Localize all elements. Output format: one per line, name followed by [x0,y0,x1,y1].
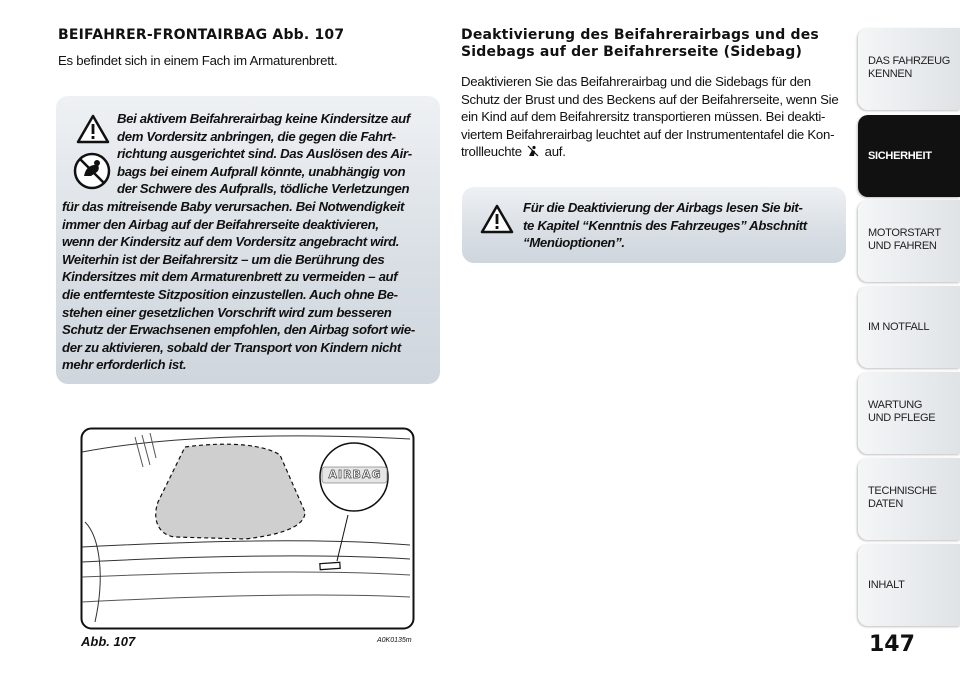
tab-sicherheit[interactable] [858,115,960,197]
figure-code: A0K0135m [377,637,412,644]
warning-left-line: wenn der Kindersitz auf dem Vordersitz angebracht wird. [62,234,400,250]
warning-text-right [523,199,843,252]
tab-motorstart-und-fahren[interactable] [858,200,960,282]
tab-label: INHALT [868,579,905,591]
warning-left-line: dem Vordersitz anbringen, die gegen die Fahrt- [117,128,396,144]
warning-right-line-1: Für die Deaktivierung der Airbags lesen Sie bit- [523,200,803,215]
warning-left-line: Weiterhin ist der Beifahrersitz – um die Berührung des [62,251,385,267]
warning-left-line: Kindersitzes mit dem Armaturenbrett zu vermeiden – auf [62,269,398,285]
right-heading [461,27,819,61]
tab-das-fahrzeug-kennen[interactable] [858,28,960,110]
figure-107 [80,427,415,630]
warning-left-line: für das mitreisende Baby verursachen. Bei Notwendigkeit [62,199,405,214]
right-heading-line-1: Deaktivierung des Beifahrerairbags und des [461,27,819,43]
body-line-2: Schutz der Brust und des Beckens auf der Beifahrerseite, wenn Sie [461,91,839,107]
intro-text: Es befindet sich in einem Fach im Armaturenbrett. [58,53,338,68]
tab-label: MOTORSTART UND FAHREN [868,227,941,252]
warning-left-line: bags bei einem Aufprall könnte, unabhängig von [117,163,406,179]
warning-left-line: Bei aktivem Beifahrerairbag keine Kindersitze auf [117,111,410,126]
tab-inhalt[interactable] [858,544,960,626]
warning-left-line: der zu aktivieren, sobald der Transport von Kindern nicht [62,339,401,355]
airbag-cover-illustration [80,427,415,630]
body-line-1: Deaktivieren Sie das Beifahrerairbag und die Sidebags für den [461,74,811,89]
warning-box-left [56,96,440,384]
airbag-off-icon [527,145,539,157]
body-line-4: viertem Beifahrerairbag leuchtet auf der Instrumententafel die Kon- [461,126,835,142]
body-line-3: ein Kind auf dem Beifahrersitz transportieren müssen. Bei deakti- [461,109,826,124]
warning-left-line: richtung ausgerichtet sind. Das Auslösen des Air- [117,146,412,162]
right-body [461,73,851,161]
airbag-label: AIRBAG [328,468,382,481]
section-heading: BEIFAHRER-FRONTAIRBAG Abb. 107 [58,27,345,43]
tab-im-notfall[interactable] [858,286,960,368]
tab-technische-daten[interactable] [858,458,960,540]
body-line-5 [461,143,851,161]
no-child-seat-icon [72,151,112,191]
tab-wartung-und-pflege[interactable] [858,372,960,454]
warning-left-line: der Schwere des Aufpralls, tödliche Verletzungen [117,181,410,197]
warning-triangle-icon [480,204,514,234]
tab-label: DAS FAHRZEUG KENNEN [868,55,950,80]
page-number: 147 [869,632,915,657]
tab-label: SICHERHEIT [868,150,932,162]
tab-label: TECHNISCHE DATEN [868,485,937,510]
warning-triangle-icon [76,114,110,144]
body-line-5b: auf. [544,144,566,159]
warning-left-line: mehr erforderlich ist. [62,357,187,373]
warning-left-line: stehen einer gesetzlichen Vorschrift wird zum besseren [62,304,392,320]
warning-right-line-2: te Kapitel “Kenntnis des Fahrzeuges” Abschnitt [523,217,807,233]
body-line-5a: trollleuchte [461,144,522,159]
figure-caption: Abb. 107 [81,634,136,649]
right-heading-line-2: Sidebags auf der Beifahrerseite (Sidebag) [461,44,803,60]
warning-left-line: Schutz der Erwachsenen empfohlen, den Airbag sofort wie- [62,322,415,338]
warning-right-line-3: “Menüoptionen”. [523,235,625,250]
tab-label: WARTUNG UND PFLEGE [868,399,936,424]
warning-box-right [462,187,846,263]
tab-label: IM NOTFALL [868,321,930,333]
warning-left-line: immer den Airbag auf der Beifahrerseite deaktivieren, [62,216,379,232]
warning-left-line: die entfernteste Sitzposition einzustellen. Auch ohne Be- [62,287,398,302]
